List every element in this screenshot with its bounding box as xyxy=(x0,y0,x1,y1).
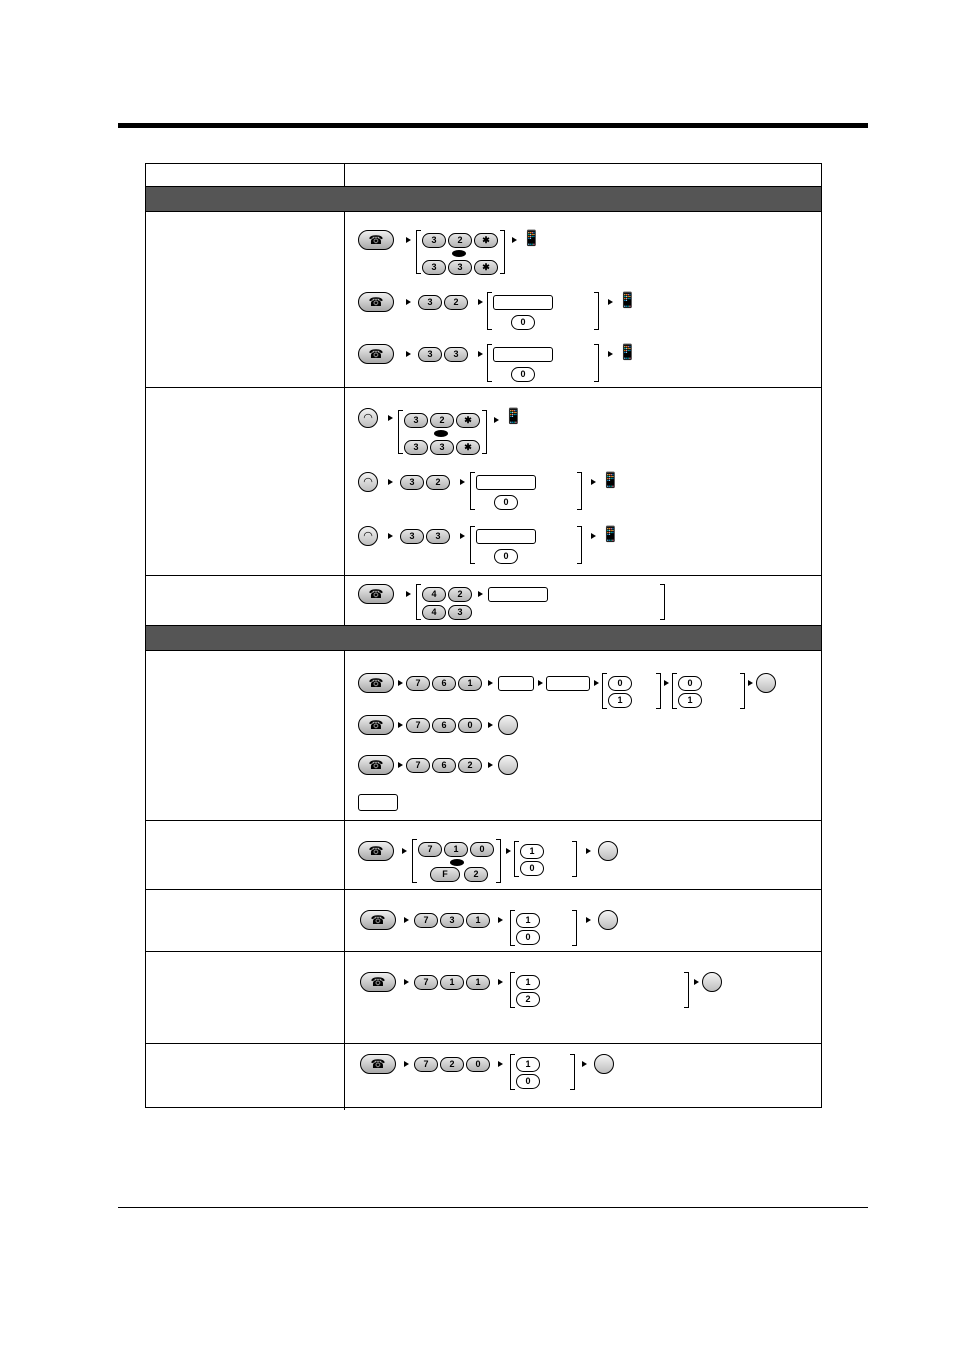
key-0: 0 xyxy=(516,1074,540,1089)
handset-icon: ☎ xyxy=(358,715,394,735)
key-6: 6 xyxy=(432,718,456,733)
key-field xyxy=(358,794,398,811)
key-3: 3 xyxy=(440,913,464,928)
handset-icon: ☎ xyxy=(360,972,396,992)
key-1: 1 xyxy=(444,842,468,857)
key-0: 0 xyxy=(511,315,535,330)
handset-icon: ☎ xyxy=(358,673,394,693)
key-4: 4 xyxy=(422,605,446,620)
handset-icon: ☎ xyxy=(358,230,394,250)
key-3: 3 xyxy=(418,347,442,362)
handset-icon: ☎ xyxy=(358,584,394,604)
key-7: 7 xyxy=(406,676,430,691)
key-3: 3 xyxy=(400,529,424,544)
key-2: 2 xyxy=(448,587,472,602)
key-1: 1 xyxy=(520,844,544,859)
key-0: 0 xyxy=(466,1057,490,1072)
handset-icon: ☎ xyxy=(360,910,396,930)
key-star: ✱ xyxy=(456,413,480,428)
code-field xyxy=(498,676,534,691)
table-row xyxy=(146,951,821,1044)
table-row xyxy=(146,1043,821,1110)
key-0: 0 xyxy=(494,495,518,510)
key-2: 2 xyxy=(426,475,450,490)
table-row xyxy=(146,575,821,626)
confirmation-tone-icon: 📱 xyxy=(618,292,637,309)
key-1: 1 xyxy=(608,693,632,708)
store-button-icon xyxy=(498,755,518,775)
key-1: 1 xyxy=(466,975,490,990)
store-button-icon xyxy=(594,1054,614,1074)
key-0: 0 xyxy=(494,549,518,564)
handset-icon: ☎ xyxy=(358,292,394,312)
handset-icon: ☎ xyxy=(358,755,394,775)
key-3: 3 xyxy=(426,529,450,544)
confirmation-tone-icon: 📱 xyxy=(601,526,620,543)
key-3: 3 xyxy=(448,605,472,620)
feature-table xyxy=(145,163,822,1108)
code-field xyxy=(546,676,590,691)
top-rule xyxy=(118,123,868,128)
key-1: 1 xyxy=(466,913,490,928)
key-3: 3 xyxy=(404,440,428,455)
speakerphone-icon: ◠ xyxy=(358,408,378,428)
key-7: 7 xyxy=(414,975,438,990)
key-0: 0 xyxy=(678,676,702,691)
key-3: 3 xyxy=(430,440,454,455)
key-0: 0 xyxy=(470,842,494,857)
key-0: 0 xyxy=(516,930,540,945)
key-1: 1 xyxy=(516,1057,540,1072)
confirmation-tone-icon: 📱 xyxy=(618,344,637,361)
key-6: 6 xyxy=(432,758,456,773)
key-star: ✱ xyxy=(456,440,480,455)
key-3: 3 xyxy=(400,475,424,490)
key-1: 1 xyxy=(440,975,464,990)
key-0: 0 xyxy=(458,718,482,733)
key-3: 3 xyxy=(444,347,468,362)
bottom-rule xyxy=(118,1207,868,1208)
store-button-icon xyxy=(598,841,618,861)
confirmation-tone-icon: 📱 xyxy=(601,472,620,489)
number-field xyxy=(493,347,553,362)
table-row xyxy=(146,820,821,890)
key-7: 7 xyxy=(414,913,438,928)
store-button-icon xyxy=(756,673,776,693)
store-button-icon xyxy=(702,972,722,992)
key-1: 1 xyxy=(516,913,540,928)
key-2: 2 xyxy=(458,758,482,773)
key-7: 7 xyxy=(406,718,430,733)
key-1: 1 xyxy=(516,975,540,990)
key-1: 1 xyxy=(458,676,482,691)
key-3: 3 xyxy=(422,233,446,248)
key-0: 0 xyxy=(608,676,632,691)
store-button-icon xyxy=(498,715,518,735)
table-row xyxy=(146,650,821,821)
key-3: 3 xyxy=(404,413,428,428)
key-0: 0 xyxy=(520,861,544,876)
handset-icon: ☎ xyxy=(358,841,394,861)
number-field xyxy=(476,529,536,544)
key-2: 2 xyxy=(516,992,540,1007)
table-section-row xyxy=(146,186,821,212)
key-star: ✱ xyxy=(474,260,498,275)
handset-icon: ☎ xyxy=(360,1054,396,1074)
key-star: ✱ xyxy=(474,233,498,248)
key-6: 6 xyxy=(432,676,456,691)
key-7: 7 xyxy=(414,1057,438,1072)
key-3: 3 xyxy=(448,260,472,275)
key-4: 4 xyxy=(422,587,446,602)
speakerphone-icon: ◠ xyxy=(358,526,378,546)
key-7: 7 xyxy=(418,842,442,857)
key-0: 0 xyxy=(511,367,535,382)
key-2: 2 xyxy=(444,295,468,310)
table-section-row xyxy=(146,625,821,651)
confirmation-tone-icon: 📱 xyxy=(504,408,523,425)
confirmation-tone-icon: 📱 xyxy=(522,230,541,247)
key-3: 3 xyxy=(418,295,442,310)
table-header-row xyxy=(146,164,821,186)
number-field xyxy=(488,587,548,602)
key-2: 2 xyxy=(464,867,488,882)
table-row xyxy=(146,211,821,388)
number-field xyxy=(476,475,536,490)
number-field xyxy=(493,295,553,310)
key-7: 7 xyxy=(406,758,430,773)
key-2: 2 xyxy=(440,1057,464,1072)
key-2: 2 xyxy=(430,413,454,428)
store-button-icon xyxy=(598,910,618,930)
table-row xyxy=(146,889,821,952)
key-3: 3 xyxy=(422,260,446,275)
key-flash: F xyxy=(430,867,460,882)
key-2: 2 xyxy=(448,233,472,248)
key-1: 1 xyxy=(678,693,702,708)
table-row xyxy=(146,387,821,576)
speakerphone-icon: ◠ xyxy=(358,472,378,492)
handset-icon: ☎ xyxy=(358,344,394,364)
